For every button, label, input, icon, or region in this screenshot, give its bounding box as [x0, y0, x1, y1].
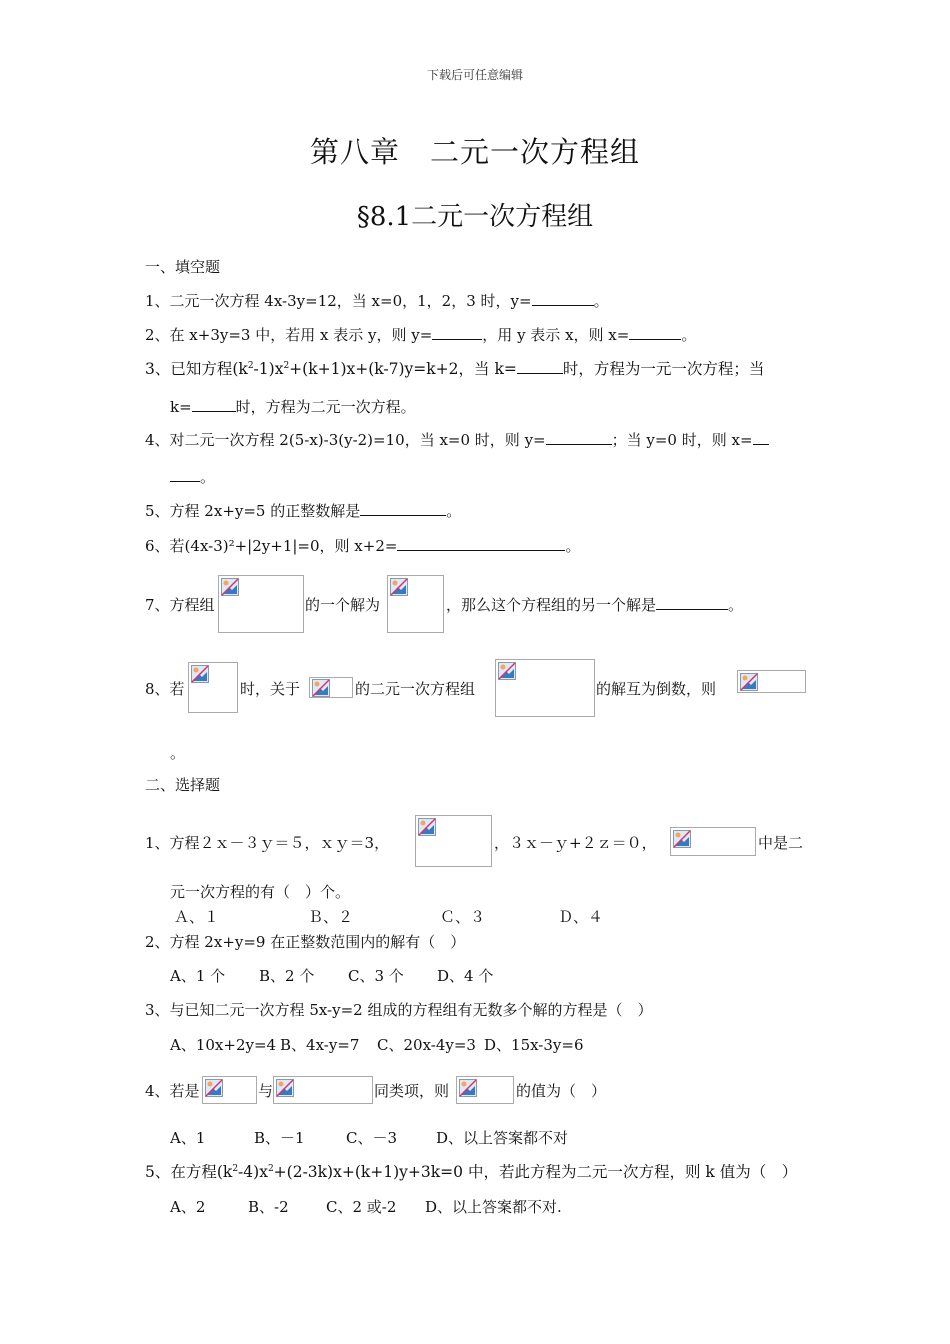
q4-text: 4、对二元一次方程 2(5-x)-3(y-2)=10，当 x=0 时，则 y= — [145, 431, 546, 449]
fill-question-4 — [145, 429, 769, 450]
choice-question-4-c: 同类项，则 — [374, 1082, 450, 1100]
q2-text-2: ，用 y 表示 x，则 x= — [482, 326, 630, 344]
fill-question-3-cont — [170, 396, 416, 417]
fill-question-1 — [145, 290, 609, 311]
option-c: Ｃ、３ — [440, 908, 486, 926]
q5-text: 5、方程 2x+y=5 的正整数解是 — [145, 502, 361, 520]
q3-text-c: +(k+1)x+(k-7)y=k+2，当 k= — [289, 360, 517, 378]
choice-question-3: 3、与已知二元一次方程 5x-y=2 组成的方程组有无数多个解的方程是（ ） — [145, 1001, 653, 1019]
option-a: A、10x+2y=4 — [170, 1036, 277, 1054]
expression-image-2 — [456, 1076, 514, 1104]
equation-system-image — [218, 575, 304, 633]
answer-blank — [656, 595, 728, 610]
page-header: 下载后可任意编辑 — [426, 68, 523, 82]
broken-image-icon — [221, 578, 239, 596]
solution-image — [387, 575, 444, 633]
option-a: A、1 个 — [170, 967, 226, 985]
choice-question-1-b: ，３ｘ－ｙ+２ｚ＝０， — [494, 834, 657, 852]
broken-image-icon — [498, 662, 516, 680]
equation-system-image-2 — [495, 659, 595, 717]
superscript: 2 — [232, 1163, 239, 1174]
q6-end: 。 — [565, 537, 581, 555]
q5-end: 。 — [446, 502, 462, 520]
broken-image-icon — [191, 665, 209, 683]
q3-text: 3、已知方程(k — [145, 360, 248, 378]
option-c: C、3 个 — [348, 967, 404, 985]
answer-blank — [360, 501, 446, 516]
answer-blank — [170, 467, 200, 482]
option-b: B、-2 — [248, 1198, 289, 1216]
answer-blank — [546, 430, 612, 445]
option-b: Ｂ、２ — [308, 908, 354, 926]
condition-image — [188, 662, 238, 713]
fill-question-8-c: 的二元一次方程组 — [355, 680, 476, 698]
q6-text: 6、若(4x-3)²+|2y+1|=0，则 x+2= — [145, 537, 398, 555]
term-image — [202, 1076, 257, 1104]
q3-text-b: -1)x — [253, 360, 284, 378]
q2-end: 。 — [681, 326, 697, 344]
variables-image — [309, 677, 353, 698]
fill-question-8-e: 。 — [170, 744, 186, 762]
choice-question-1-c: 中是二 — [758, 834, 804, 852]
q2-text: 2、在 x+3y=3 中，若用 x 表示 y，则 y= — [145, 326, 433, 344]
option-a: A、1 — [170, 1129, 206, 1147]
term-image-2 — [273, 1076, 373, 1104]
q1-text: 1、二元一次方程 4x-3y=12，当 x=0，1，2，3 时，y= — [145, 292, 532, 310]
broken-image-icon — [390, 578, 408, 596]
option-d: Ｄ、４ — [558, 908, 604, 926]
fill-question-7-c — [446, 594, 743, 615]
fill-question-7-b: 的一个解为 — [305, 596, 381, 614]
option-d: D、4 个 — [437, 967, 494, 985]
part2-heading: 二、选择题 — [145, 776, 221, 794]
fill-question-8-d: 的解互为倒数，则 — [596, 680, 717, 698]
fill-question-3 — [145, 357, 764, 379]
choice-question-4-d: 的值为（ ） — [516, 1082, 607, 1100]
answer-blank — [397, 536, 565, 551]
equation-image — [415, 815, 492, 867]
answer-blank — [517, 359, 563, 374]
equation-image-2 — [670, 827, 756, 856]
section-title: §8.1二元一次方程组 — [356, 202, 594, 232]
superscript: 2 — [267, 1163, 274, 1174]
part1-heading: 一、填空题 — [145, 258, 221, 276]
broken-image-icon — [673, 830, 691, 848]
broken-image-icon — [312, 679, 330, 697]
q3-text-e: k= — [170, 398, 192, 416]
q7-end: 。 — [728, 596, 744, 614]
chapter-title: 第八章 二元一次方程组 — [309, 135, 640, 169]
fill-question-8-a: 8、若 — [145, 680, 185, 698]
fill-question-2 — [145, 324, 696, 345]
choice-question-1-a: 1、方程２ｘ－３ｙ＝５，ｘｙ＝3， — [145, 834, 390, 852]
option-c: C、20x-4y=3 — [377, 1036, 476, 1054]
fill-question-7-a: 7、方程组 — [145, 596, 215, 614]
broken-image-icon — [459, 1079, 477, 1097]
q4-end: 。 — [200, 468, 216, 486]
q7-text-c: ，那么这个方程组的另一个解是 — [446, 596, 657, 614]
option-c: C、－3 — [346, 1129, 398, 1147]
fill-question-8-b: 时，关于 — [240, 680, 301, 698]
q5-text-b: -4)x — [238, 1163, 268, 1181]
option-b: B、－1 — [254, 1129, 305, 1147]
broken-image-icon — [276, 1079, 294, 1097]
q5-text-c: +(2-3k)x+(k+1)y+3k=0 中，若此方程为二元一次方程，则 k 值为（ ） — [273, 1163, 798, 1181]
option-b: B、4x-y=7 — [280, 1036, 360, 1054]
option-d: D、15x-3y=6 — [484, 1036, 584, 1054]
choice-question-1-d: 元一次方程的有（ ）个。 — [170, 883, 351, 901]
option-b: B、2 个 — [259, 967, 315, 985]
answer-blank — [753, 430, 769, 445]
fill-question-4-cont — [170, 466, 215, 487]
expression-image — [737, 670, 806, 693]
option-a: Ａ、１ — [174, 908, 220, 926]
choice-question-5 — [145, 1160, 797, 1182]
option-d: D、以上答案都不对. — [425, 1198, 562, 1216]
answer-blank — [629, 325, 681, 340]
q1-end: 。 — [593, 292, 609, 310]
broken-image-icon — [418, 818, 436, 836]
superscript: 2 — [283, 360, 290, 371]
choice-question-4-b: 与 — [258, 1082, 274, 1100]
answer-blank — [432, 325, 482, 340]
choice-question-2: 2、方程 2x+y=9 在正整数范围内的解有（ ） — [145, 933, 466, 951]
q3-text-d: 时，方程为一元一次方程；当 — [562, 360, 765, 378]
fill-question-6 — [145, 535, 580, 556]
q3-text-f: 时，方程为二元一次方程。 — [235, 398, 416, 416]
choice-question-4-a: 4、若是 — [145, 1082, 200, 1100]
broken-image-icon — [205, 1079, 223, 1097]
superscript: 2 — [247, 360, 254, 371]
q5-text: 5、在方程(k — [145, 1163, 233, 1181]
broken-image-icon — [740, 673, 758, 691]
option-a: A、2 — [170, 1198, 206, 1216]
q4-text-b: ；当 y=0 时，则 x= — [611, 431, 753, 449]
option-d: D、以上答案都不对 — [436, 1129, 569, 1147]
answer-blank — [192, 397, 236, 412]
option-c: C、2 或-2 — [326, 1198, 397, 1216]
fill-question-5 — [145, 500, 461, 521]
answer-blank — [532, 291, 594, 306]
